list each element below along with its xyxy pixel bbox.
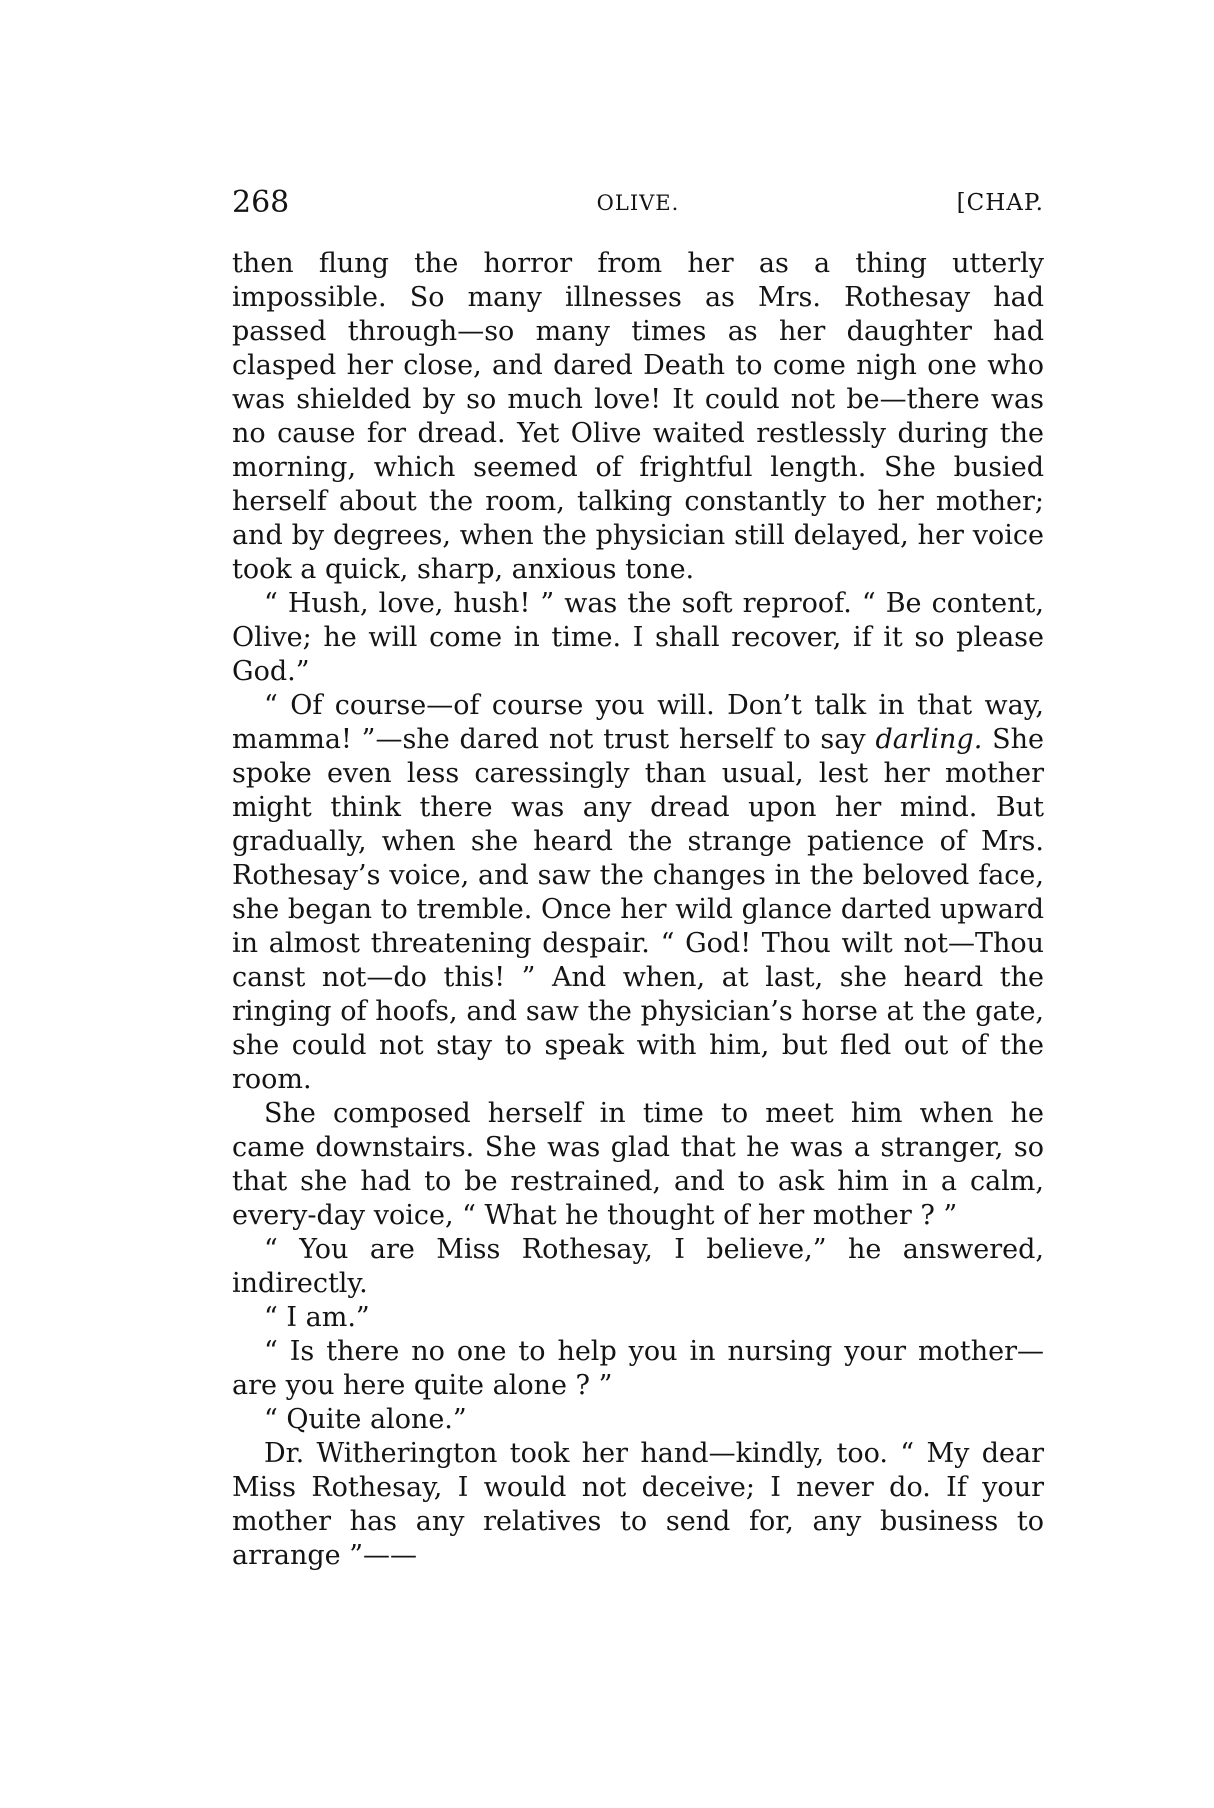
paragraph: “ Hush, love, hush! ” was the soft reproof. “ Be content, Olive; he will come in time. I shall recover, if it so please God.” bbox=[232, 588, 1044, 687]
page-number: 268 bbox=[232, 185, 290, 220]
paragraph: “ I am.” bbox=[264, 1302, 370, 1333]
body-text bbox=[232, 247, 1044, 1573]
paragraph: “ Quite alone.” bbox=[264, 1404, 467, 1435]
paragraph: Dr. Witherington took her hand—kindly, too. “ My dear Miss Rothesay, I would not deceive; I never do. If your mother has any relatives to send for, any business to arrange ”—— bbox=[232, 1438, 1044, 1571]
chapter-mark: [CHAP. bbox=[956, 190, 1044, 216]
page-header bbox=[232, 183, 1044, 223]
paragraph: then flung the horror from her as a thing utterly impossible. So many illnesses as Mrs. Rothesay had passed through—so many times as her daughter had clasped her close, and dared Death to come nigh one who was shielded by so much love! It could not be—there was no cause for dread. Yet Olive waited restlessly during the morning, which seemed of frightful length. She busied herself about the room, talking constantly to her mother; and by degrees, when the physician still delayed, her voice took a quick, sharp, anxious tone. bbox=[232, 248, 1044, 585]
paragraph: She composed herself in time to meet him when he came downstairs. She was glad that he was a stranger, so that she had to be restrained, and to ask him in a calm, every-day voice, “ What he thought of her mother ? ” bbox=[232, 1098, 1044, 1231]
paragraph: “ Is there no one to help you in nursing your mother—are you here quite alone ? ” bbox=[232, 1336, 1044, 1401]
emphasis-text: darling. bbox=[875, 724, 983, 755]
paragraph bbox=[232, 689, 1044, 1097]
paragraph-text: She spoke even less caressingly than usual, lest her mother might think there was any dread upon her mind. But gradually, when she heard the strange patience of Mrs. Rothesay’s voice, and saw the changes in the beloved face, she began to tremble. Once her wild glance darted upward in almost threatening despair. “ God! Thou wilt not—Thou canst not—do this! ” And when, at last, she heard the ringing of hoofs, and saw the physician’s horse at the gate, she could not stay to speak with him, but fled out of the room. bbox=[232, 724, 1044, 1095]
paragraph: “ You are Miss Rothesay, I believe,” he answered, indirectly. bbox=[232, 1234, 1044, 1299]
paragraph-text: “ Of course—of course you will. Don’t talk in that way, mamma! ”—she dared not trust herself to say bbox=[232, 690, 1044, 755]
running-title: OLIVE. bbox=[596, 191, 680, 215]
